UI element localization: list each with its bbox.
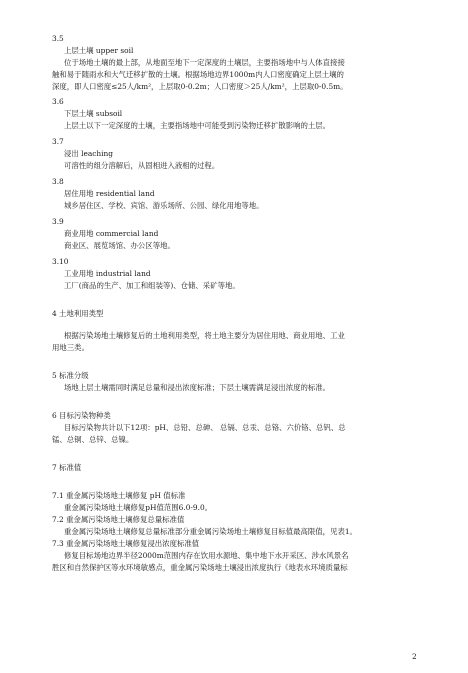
clause-number: 3.10 — [52, 257, 69, 266]
clause-number: 3.7 — [52, 137, 64, 146]
definition-line: 触和易于随雨水和大气迁移扩散的土壤。根据场地边界1000m内人口密度确定上层土壤的 — [52, 70, 344, 79]
section-heading: 6 目标污染物种类 — [52, 411, 111, 420]
term-title: 下层土壤 subsoil — [64, 109, 123, 118]
section-heading: 4 土地利用类型 — [52, 309, 104, 318]
definition-line: 工厂(商品的生产、加工和组装等)、仓储、采矿等地。 — [64, 281, 240, 290]
paragraph-line: 锰、总铜、总锌、总镍。 — [52, 435, 134, 444]
page-number: 2 — [412, 652, 417, 661]
definition-line: 上层土以下一定深度的土壤，主要指场地中可能受到污染物迁移扩散影响的土层。 — [64, 121, 331, 130]
definition-line: 城乡居住区、学校、宾馆、游乐场所、公园、绿化用地等地。 — [64, 201, 264, 210]
definition-line: 位于场地土壤的最上部，从地面至地下一定深度的土壤层，主要指场地中与人体直接接 — [64, 58, 345, 67]
definition-line: 可溶性的组分溶解后，从固相进入液相的过程。 — [64, 161, 220, 170]
paragraph-line: 用地三类。 — [52, 343, 89, 352]
paragraph-line: 胜区和自然保护区等水环境敏感点，重金属污染场地土壤浸出浓度执行《地表水环境质量标 — [52, 563, 348, 572]
term-title: 工业用地 industrial land — [64, 269, 151, 278]
term-title: 居住用地 residential land — [64, 189, 155, 198]
subsection-heading: 7.3 重金属污染场地土壤修复浸出浓度标准值 — [52, 539, 200, 548]
clause-number: 3.8 — [52, 177, 64, 186]
section-heading: 7 标准值 — [52, 463, 82, 472]
subsection-heading: 7.2 重金属污染场地土壤修复总量标准值 — [52, 515, 185, 524]
definition-line: 深度，即人口密度≤25人/km²，上层取0-0.2m；人口密度＞25人/km²，上层取0-0.5m。 — [52, 82, 348, 91]
term-title: 浸出 leaching — [64, 149, 114, 158]
term-title: 商业用地 commercial land — [64, 229, 159, 238]
subsection-heading: 7.1 重金属污染场地土壤修复 pH 值标准 — [52, 491, 186, 500]
section-heading: 5 标准分级 — [52, 371, 89, 380]
paragraph-line: 重金属污染场地土壤修复pH值范围6.0-9.0。 — [64, 503, 213, 512]
definition-line: 商业区、展览场馆、办公区等地。 — [64, 241, 175, 250]
paragraph-line: 重金属污染场地土壤修复总量标准部分重金属污染场地土壤修复目标值最高限值，见表1。 — [64, 527, 357, 536]
paragraph-line: 修复目标场地边界半径2000m范围内存在饮用水源地、集中地下水开采区、涉水风景名 — [64, 551, 349, 560]
clause-number: 3.5 — [52, 34, 64, 43]
clause-number: 3.6 — [52, 97, 64, 106]
paragraph-line: 目标污染物共计以下12项：pH、总铅、总砷、 总镉、总汞、总铬、六价铬、总钒、总 — [64, 423, 346, 432]
paragraph-line: 场地上层土壤需同时满足总量和浸出浓度标准；下层土壤需满足浸出浓度的标准。 — [64, 383, 331, 392]
term-title: 上层土壤 upper soil — [64, 46, 134, 55]
clause-number: 3.9 — [52, 217, 64, 226]
paragraph-line: 根据污染场地土壤修复后的土地利用类型，将土地主要分为居住用地、商业用地、工业 — [64, 331, 345, 340]
